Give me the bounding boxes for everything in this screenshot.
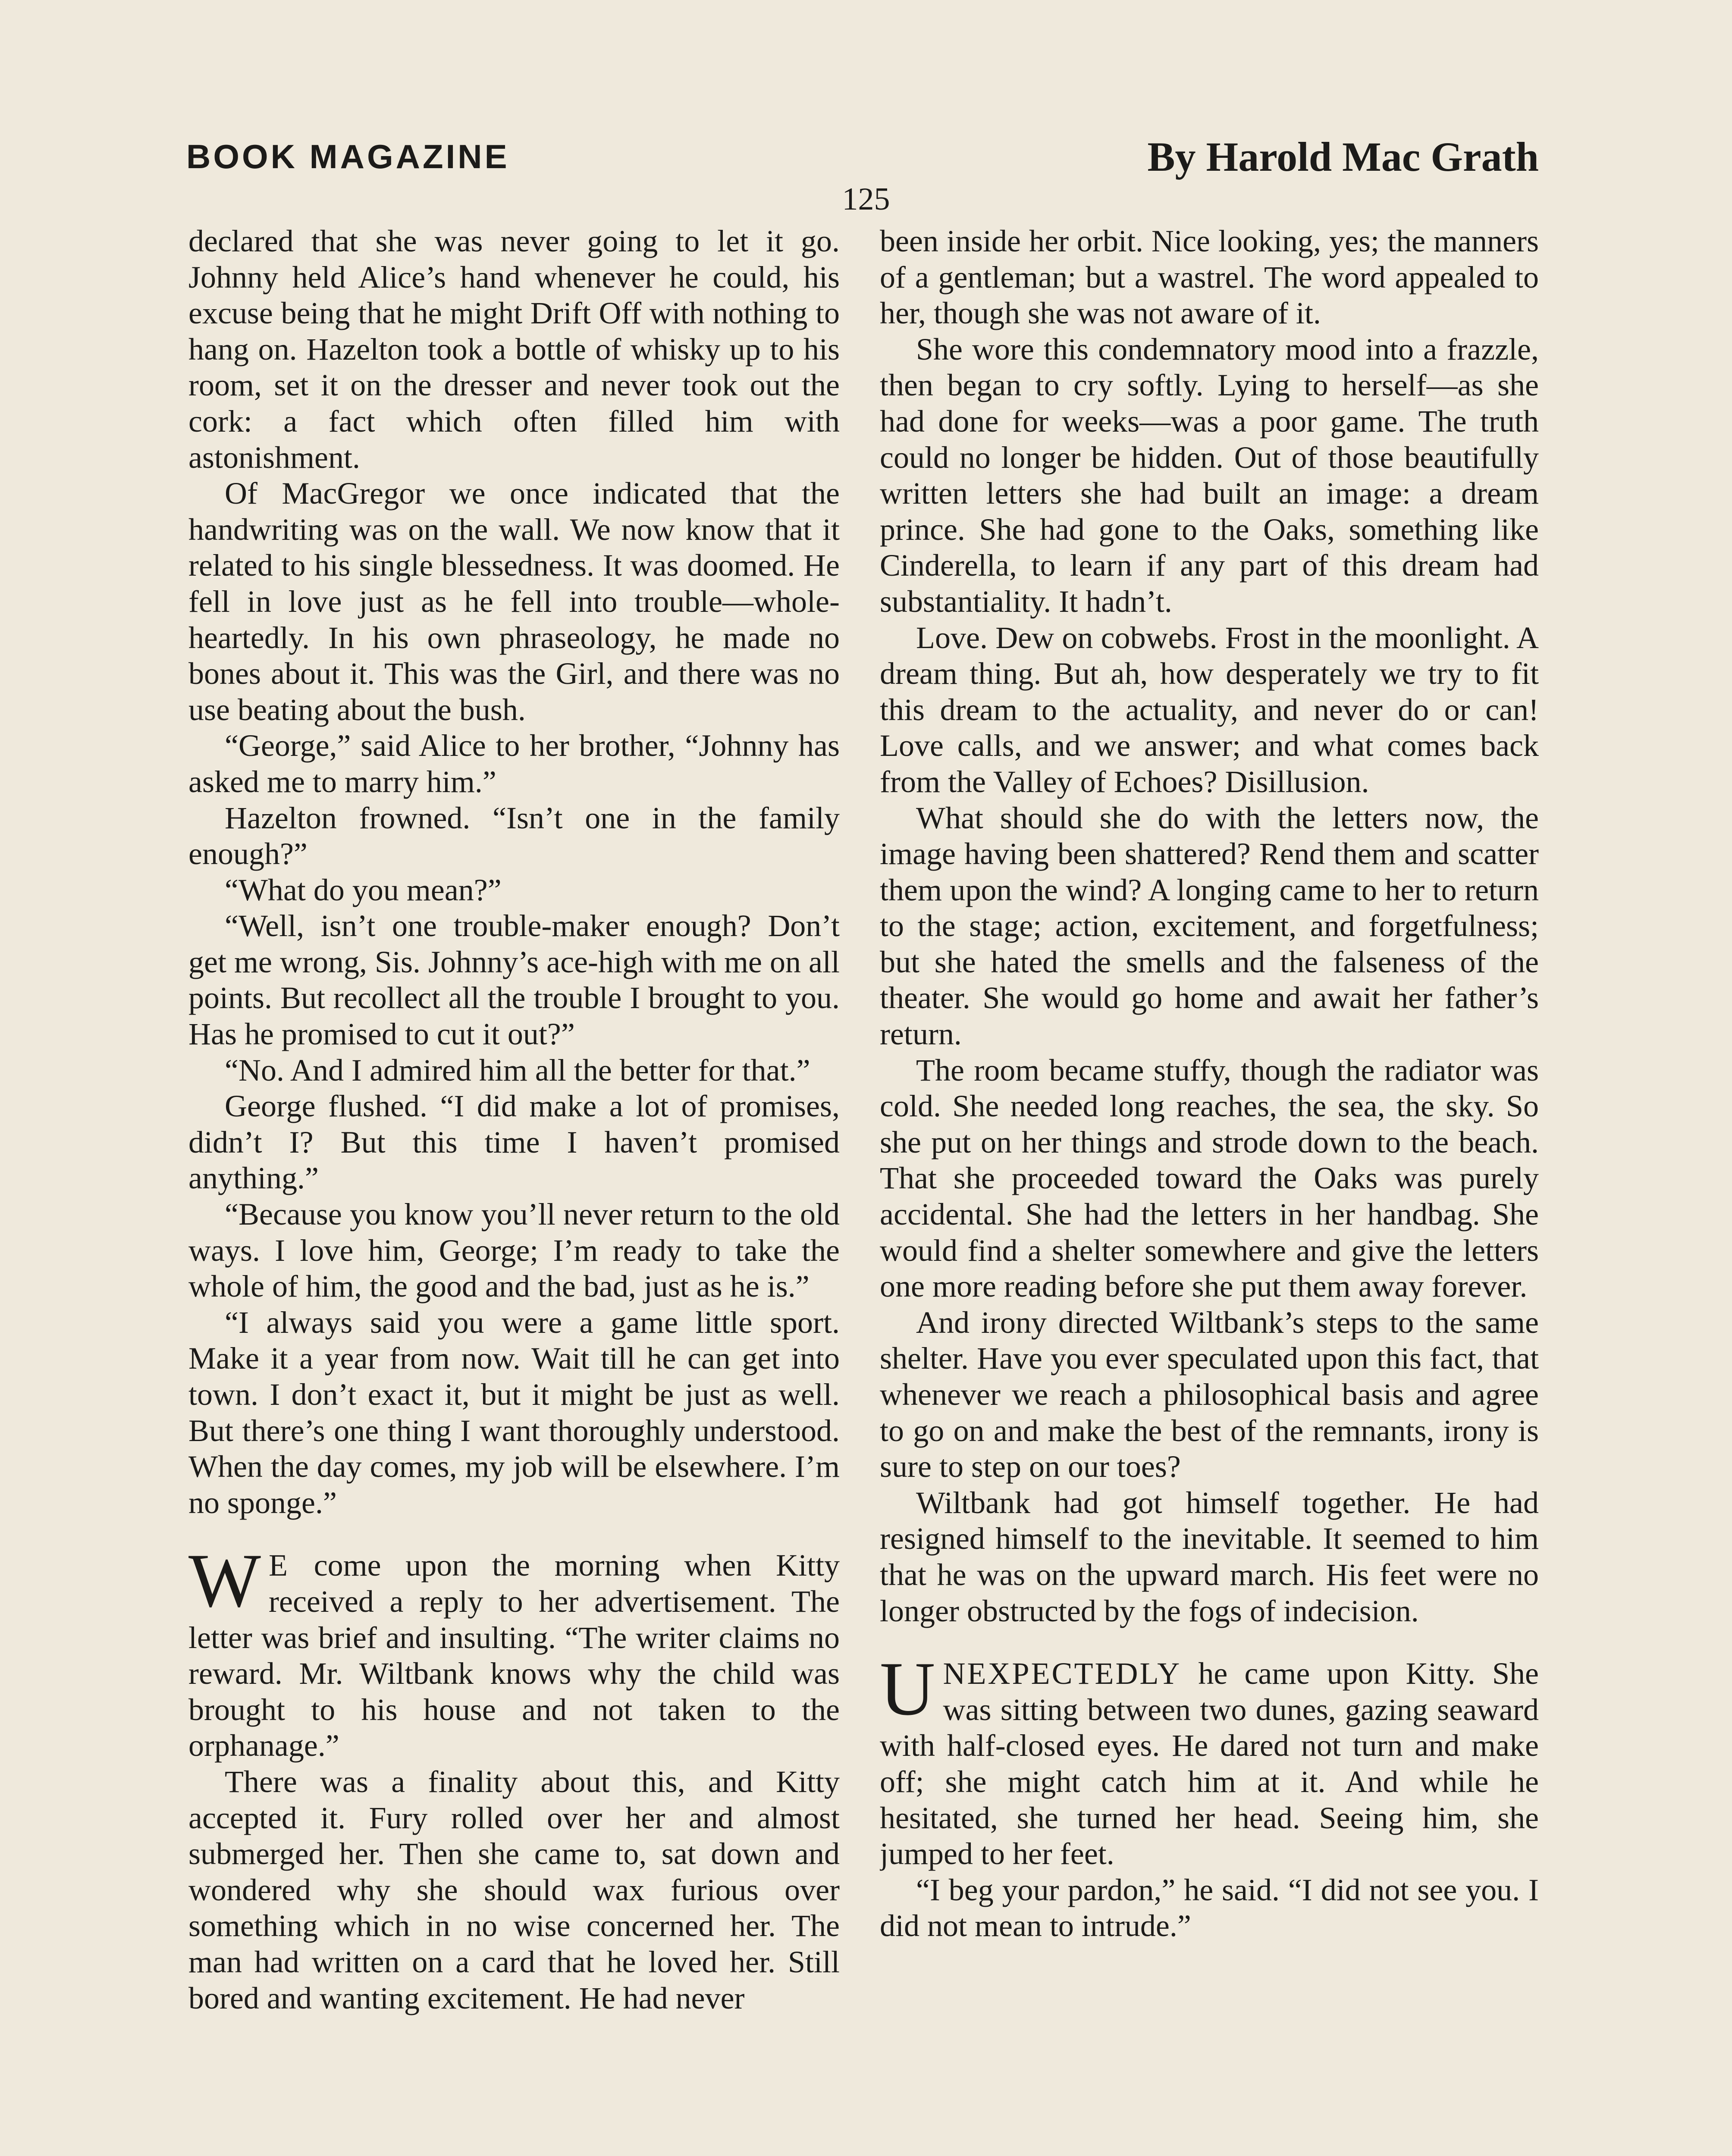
paragraph: She wore this condemnatory mood into a frazzle, then began to cry softly. Lying to herself—as she had done for weeks—was a poor game. The truth could no longer be hidden. Out of those beautifully written letters she had built an image: a dream prince. She had gone to the Oaks, something like Cinderella, to learn if any part of this dream had substantiality. It hadn’t. [880,332,1539,619]
page-number: 125 [842,182,890,217]
paragraph: “What do you mean?” [225,872,502,907]
drop-cap: W [188,1538,261,1623]
paragraph: been inside her orbit. Nice looking, yes; the manners of a gentleman; but a wastrel. The word appealed to her, though she was not aware of it. [880,224,1539,331]
paragraph: “George,” said Alice to her brother, “Johnny has asked me to marry him.” [188,728,840,799]
small-caps-lead: NEXPECTEDLY [943,1656,1182,1691]
magazine-title: BOOK MAGAZINE [186,138,510,175]
paragraph: The room became stuffy, though the radiator was cold. She needed long reaches, the sea, the sky. So she put on her things and strode down to the beach. That she proceeded toward the Oaks was purely accidental. She had the letters in her handbag. She would find a shelter somewhere and give the letters one more reading before she put them away forever. [880,1053,1539,1304]
paragraph: “I always said you were a game little sport. Make it a year from now. Wait till he can get into town. I don’t exact it, but it might be just as well. But there’s one thing I want thoroughly understood. When the day comes, my job will be elsewhere. I’m no sponge.” [188,1305,840,1520]
paragraph: Love. Dew on cobwebs. Frost in the moonlight. A dream thing. But ah, how desperately we try to fit this dream to the actuality, and never do or can! Love calls, and we answer; and what comes back from the Valley of Echoes? Disillusion. [880,620,1539,799]
small-caps-lead: E [269,1548,289,1583]
paragraph: “Well, isn’t one trouble-maker enough? Don’t get me wrong, Sis. Johnny’s ace-high with me on all points. But recollect all the trouble I brought to you. Has he promised to cut it out?” [188,909,840,1052]
paragraph: George flushed. “I did make a lot of promises, didn’t I? But this time I haven’t promised anything.” [188,1089,840,1196]
paragraph: “No. And I admired him all the better for that.” [225,1053,810,1087]
paragraph: “I beg your pardon,” he said. “I did not see you. I did not mean to intrude.” [880,1872,1539,1943]
paragraph-text: he came upon Kitty. She was sitting between two dunes, gazing seaward with half-closed eyes. He dared not turn and make off; she might catch him at it. And while he hesitated, she turned her head. Seeing him, she jumped to her feet. [880,1656,1539,1871]
paragraph: declared that she was never going to let it go. Johnny held Alice’s hand whenever he could, his excuse being that he might Drift Off with nothing to hang on. Hazelton took a bottle of whisky up to his room, set it on the dresser and never took out the cork: a fact which often filled him with astonishment. [188,224,840,475]
right-text-column [880,223,1539,2156]
author-byline: By Harold Mac Grath [1147,134,1539,180]
paragraph: What should she do with the letters now, the image having been shattered? Rend them and scatter them upon the wind? A longing came to her to return to the stage; action, excitement, and forgetfulness; but she hated the smells and the falseness of the theater. She would go home and await her father’s return. [880,800,1539,1052]
drop-cap: U [880,1646,935,1732]
paragraph-text: come upon the morning when Kitty received a reply to her advertisement. The letter was brief and insulting. “The writer claims no reward. Mr. Wiltbank knows why the child was brought to his house and not taken to the orphanage.” [188,1548,840,1763]
paragraph: Hazelton frowned. “Isn’t one in the family enough?” [188,800,840,871]
paragraph: There was a finality about this, and Kitty accepted it. Fury rolled over her and almost submerged her. Then she came to, sat down and wondered why she should wax furious over something which in no wise concerned her. The man had written on a card that he loved her. Still bored and wanting excitement. He had never [188,1764,840,2015]
paragraph: “Because you know you’ll never return to the old ways. I love him, George; I’m ready to take the whole of him, the good and the bad, just as he is.” [188,1197,840,1304]
section-opening-paragraph [880,1646,1539,1872]
section-opening-paragraph [188,1538,840,1764]
paragraph: Of MacGregor we once indicated that the handwriting was on the wall. We now know that it related to his single blessedness. It was doomed. He fell in love just as he fell into trouble—wholeheartedly. In his own phraseology, he made no bones about it. This was the Girl, and there was no use beating about the bush. [188,476,840,727]
paragraph: And irony directed Wiltbank’s steps to the same shelter. Have you ever speculated upon this fact, that whenever we reach a philosophical basis and agree to go on and make the best of the remnants, irony is sure to step on our toes? [880,1305,1539,1484]
paragraph: Wiltbank had got himself together. He had resigned himself to the inevitable. It seemed to him that he was on the upward march. His feet were no longer obstructed by the fogs of indecision. [880,1485,1539,1628]
left-text-column [188,223,840,2156]
